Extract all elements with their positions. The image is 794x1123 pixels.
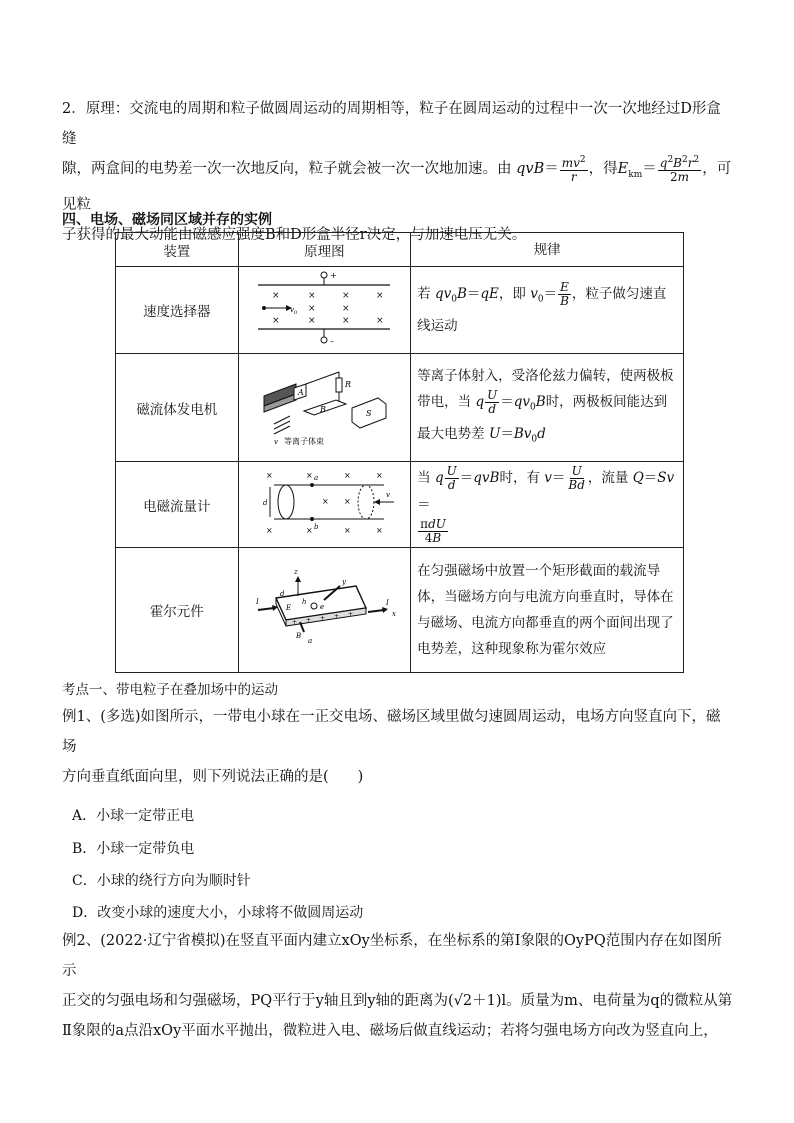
svg-text:×: × <box>376 470 384 480</box>
rule-em-flowmeter: 当 q $\frac{U}{d}$ ＝qvB时，有 v＝ $\frac{U}{Bd}$ ，流量 Q＝Sv＝ $\frac{\text{πdU}}{4B}$ <box>411 462 684 548</box>
svg-text:I: I <box>256 598 260 606</box>
svg-text:0: 0 <box>294 310 298 316</box>
example1-option-b: B．小球一定带负电 <box>72 841 195 857</box>
table-row <box>116 267 684 354</box>
example2-stem: 例2、(2022·辽宁省模拟)在竖直平面内建立xOy坐标系，在坐标系的第Ⅰ象限的OyPQ范围内存在如图所示 正交的匀强电场和匀强磁场，PQ平行于y轴且到y轴的距离为(√2＋1)l。质量为m、电荷量为q的微粒从第 Ⅱ象限的a点沿xOy平面水平抛出，微粒进入电、磁场后做直线运动；若将匀强电场方向改为竖直向上， <box>62 933 733 1039</box>
svg-text:×: × <box>308 304 316 314</box>
svg-text:×: × <box>376 291 384 301</box>
svg-text:×: × <box>376 525 384 535</box>
svg-text:I: I <box>386 599 390 607</box>
header-diagram: 原理图 <box>238 233 411 267</box>
principle-line-3: 子获得的最大动能由磁感应强度B和D形盒半径r决定，与加速电压无关。 <box>62 226 527 243</box>
svg-text:z: z <box>294 568 299 576</box>
device-velocity-selector: 速度选择器 <box>116 267 239 354</box>
svg-text:×: × <box>376 316 384 326</box>
svg-text:×: × <box>266 525 274 535</box>
section-heading: 四、电场、磁场同区域并存的实例 <box>62 212 272 228</box>
svg-text:B: B <box>320 404 327 414</box>
example1-stem: 例1、(多选)如图所示，一带电小球在一正交电场、磁场区域里做匀速圆周运动，电场方向竖直向下，磁场 方向垂直纸面向里，则下列说法正确的是( ) <box>62 709 721 785</box>
principle-line-2: 隙，两盒间的电势差一次一次地反向，粒子就会被一次一次地加速。由 qvB＝ $\frac{mv^2}{r}$ ，得$E_{km}=$ $\frac{q^2B^2r^2}{2m}$ ，可见粒 <box>62 155 732 213</box>
svg-text:×: × <box>272 291 280 301</box>
svg-text:x: x <box>392 610 397 618</box>
svg-text:×: × <box>306 470 314 480</box>
rule-hall-element: 在匀强磁场中放置一个矩形截面的载流导体，当磁场方向与电流方向垂直时，导体在与磁场、电流方向都垂直的两个面间出现了电势差，这种现象称为霍尔效应 <box>411 548 684 673</box>
svg-text:×: × <box>342 304 350 314</box>
svg-text:×: × <box>344 496 352 506</box>
device-hall-element: 霍尔元件 <box>116 548 239 673</box>
rule-velocity-selector: 若 $qv_0B=qE$，即 $v_0=$ $\frac{E}{B}$ ，粒子做匀速直线运动 <box>411 267 684 354</box>
topic-heading: 考点一、带电粒子在叠加场中的运动 <box>62 682 278 698</box>
svg-text:×: × <box>308 316 316 326</box>
plasma-beam-caption: 等离子体束 <box>284 436 325 446</box>
device-mhd-generator: 磁流体发电机 <box>116 354 239 462</box>
svg-text:B: B <box>296 632 302 640</box>
formula-ekm: $\frac{q^2B^2r^2}{2m}$ <box>659 155 700 184</box>
svg-text:+: + <box>306 617 312 624</box>
svg-text:a: a <box>314 473 319 482</box>
svg-text:v: v <box>274 437 279 446</box>
svg-text:×: × <box>342 316 350 326</box>
svg-text:A: A <box>298 387 305 397</box>
table-row <box>116 548 684 673</box>
diagram-velocity-selector <box>238 267 411 354</box>
example1-option-c: C．小球的绕行方向为顺时针 <box>72 873 251 889</box>
svg-text:+: + <box>334 613 340 620</box>
svg-text:×: × <box>308 291 316 301</box>
svg-text:+: + <box>320 615 326 622</box>
example1-option-a: A．小球一定带正电 <box>72 808 195 824</box>
svg-text:×: × <box>266 470 274 480</box>
example1-option-d: D．改变小球的速度大小，小球将不做圆周运动 <box>72 905 364 921</box>
svg-text:×: × <box>344 525 352 535</box>
header-device: 装置 <box>116 233 239 267</box>
svg-text:a: a <box>308 637 313 645</box>
svg-text:E: E <box>286 604 292 612</box>
svg-text:R: R <box>345 379 352 389</box>
formula-mv2-over-r: $\frac{mv^2}{r}$ <box>561 155 586 184</box>
diagram-mhd-generator <box>238 354 411 462</box>
table-row <box>116 462 684 548</box>
svg-text:d: d <box>263 498 268 507</box>
svg-text:×: × <box>322 496 330 506</box>
table-header-row <box>116 233 684 267</box>
svg-text:–: – <box>330 337 335 346</box>
header-rule: 规律 <box>411 233 684 267</box>
svg-text:e: e <box>320 603 325 611</box>
device-em-flowmeter: 电磁流量计 <box>116 462 239 548</box>
rule-mhd-generator: 等离子体射入，受洛伦兹力偏转，使两极板带电，当 q $\frac{U}{d}$ $=qv_0B$时，两极板间能达到最大电势差 $U=Bv_0d$ <box>411 354 684 462</box>
svg-text:S: S <box>366 408 372 418</box>
examples-table <box>115 232 684 673</box>
table-row <box>116 354 684 462</box>
svg-text:+: + <box>292 619 298 626</box>
svg-text:y: y <box>342 578 347 586</box>
svg-text:b: b <box>314 522 319 531</box>
diagram-hall-element <box>238 548 411 673</box>
svg-text:d: d <box>280 590 285 598</box>
svg-text:v: v <box>290 306 295 314</box>
svg-text:×: × <box>272 316 280 326</box>
svg-text:+: + <box>348 611 354 618</box>
svg-text:×: × <box>342 291 350 301</box>
svg-text:h: h <box>302 598 307 606</box>
diagram-em-flowmeter <box>238 462 411 548</box>
svg-text:×: × <box>306 525 314 535</box>
svg-text:×: × <box>344 470 352 480</box>
svg-text:+: + <box>330 271 338 280</box>
svg-text:v: v <box>386 490 391 499</box>
principle-line-1: 2．原理：交流电的周期和粒子做圆周运动的周期相等，粒子在圆周运动的过程中一次一次地经过D形盒缝 <box>62 101 721 147</box>
